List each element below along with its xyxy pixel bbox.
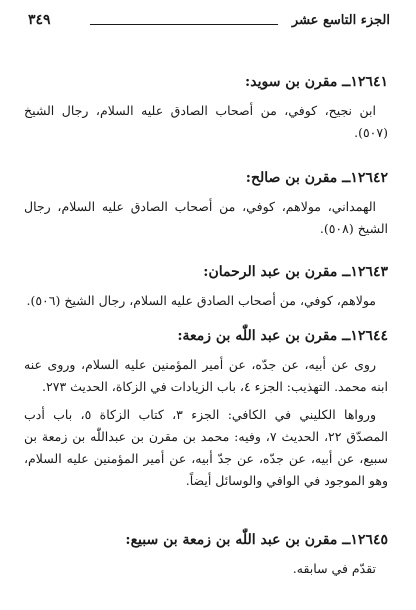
entry-paragraph: روى عن أبيه، عن جدّه، عن أمير المؤمنين عليه السلام، وروى عنه ابنه محمد. التهذيب: الجزء ٤، باب الزيادات في الزكاة، الحديث ٢٧٣. <box>24 357 388 394</box>
page-header <box>28 10 390 36</box>
entry-paragraph: ابن نجيح، كوفي، من أصحاب الصادق عليه السلام، رجال الشيخ (٥٠٧). <box>24 103 388 140</box>
entry-12642 <box>24 168 388 240</box>
entry-paragraph: ورواها الكليني في الكافي: الجزء ٣، كتاب الزكاة ٥، باب أدب المصدّق ٢٢، الحديث ٧، وفيه: محمد بن مقرن بن عبداللّٰه بن زمعة بن سبيع، عن أبيه، عن جدّه، عن جدّ أبيه، عن أمير المؤمنين عليه السلام، وهو الموجود في الوافي والوسائل أيضاً. <box>24 407 388 488</box>
entry-12641 <box>24 72 388 144</box>
entry-paragraph: تقدّم في سابقه. <box>292 561 376 576</box>
entry-heading: ١٢٦٤٣ــ مقرن بن عبد الرحمان: <box>203 264 388 280</box>
entry-12645 <box>24 530 388 580</box>
entry-paragraph: الهمداني، مولاهم، كوفي، من أصحاب الصادق عليه السلام، رجال الشيخ (٥٠٨). <box>24 199 388 236</box>
entry-heading: ١٢٦٤١ــ مقرن بن سويد: <box>245 74 388 90</box>
entry-heading: ١٢٦٤٥ــ مقرن بن عبد اللّٰه بن زمعة بن سبيع: <box>125 532 388 548</box>
entry-12644 <box>24 326 388 492</box>
entry-heading: ١٢٦٤٢ــ مقرن بن صالح: <box>245 170 388 186</box>
page-number: ٣٤٩ <box>28 12 51 28</box>
header-rule <box>90 24 278 25</box>
entry-heading: ١٢٦٤٤ــ مقرن بن عبد اللّٰه بن زمعة: <box>177 328 388 344</box>
entry-paragraph: مولاهم، كوفي، من أصحاب الصادق عليه السلام، رجال الشيخ (٥٠٦). <box>26 293 376 308</box>
running-title: الجزء التاسع عشر <box>291 13 390 28</box>
entry-12643 <box>24 262 388 312</box>
